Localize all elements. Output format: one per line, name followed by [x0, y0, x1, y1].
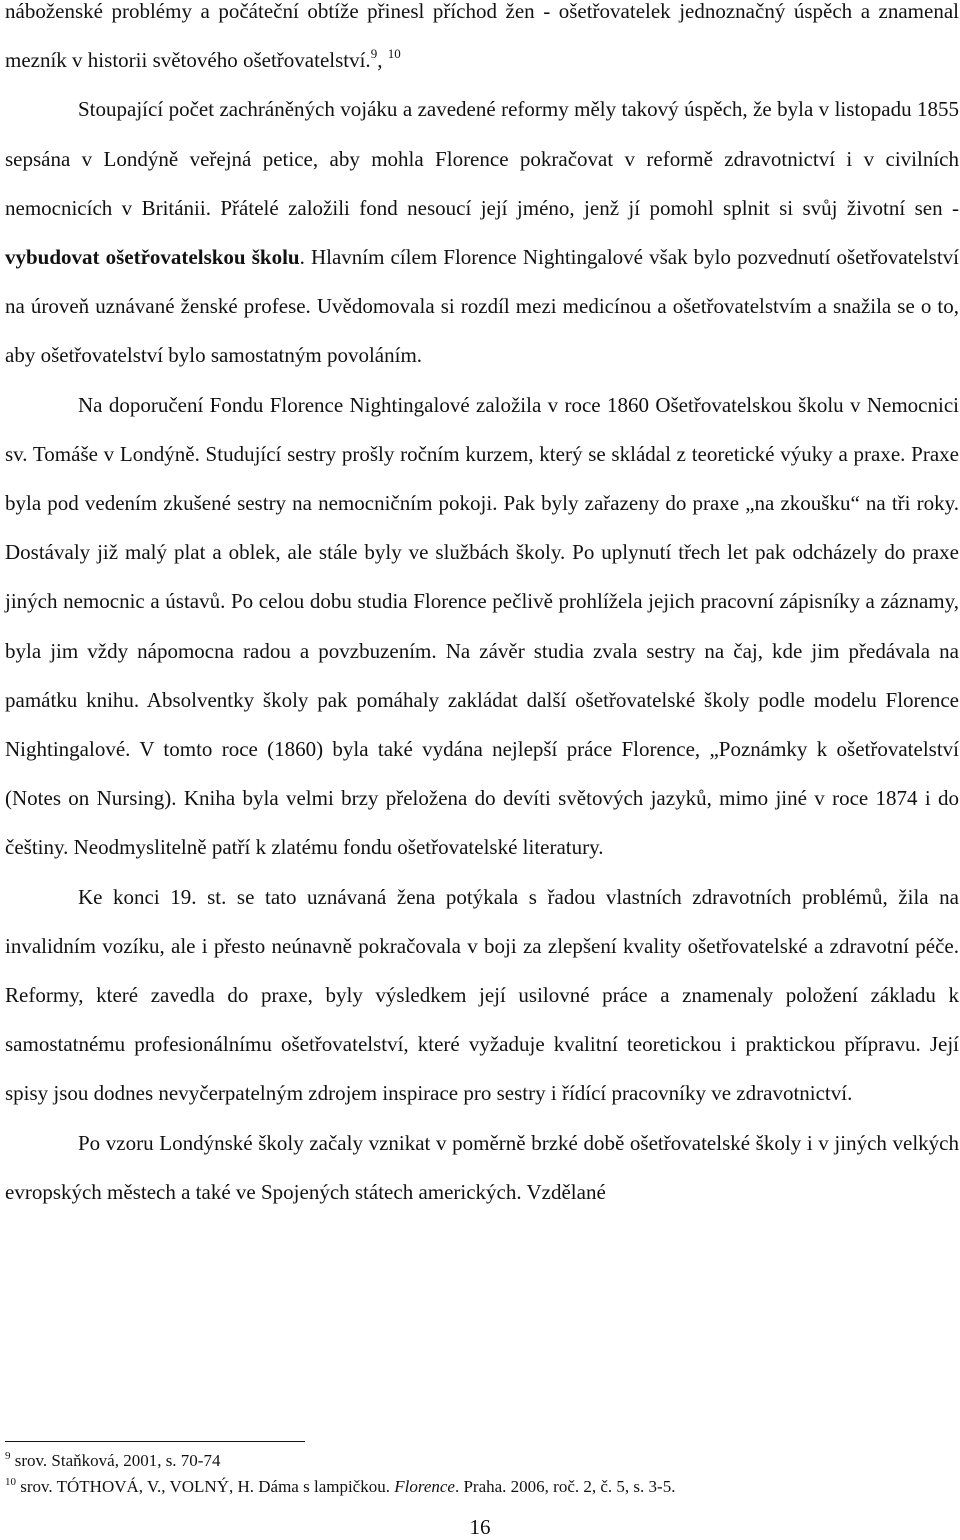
- text-run: Stoupající počet zachráněných vojáku a zavedené reformy měly takový úspěch, že byla v listopadu 1855 sepsána v Londýně veřejná petice, aby mohla Florence pokračovat v reformě zdravotnictví i v civilních nemocnicích v Británii. Přátelé založili fond nesoucí její jméno, jenž jí pomohl splnit si svůj životní sen -: [5, 97, 959, 220]
- footnote-reference: 10: [387, 46, 401, 62]
- body-text: [5, 0, 959, 1217]
- footnote-separator: [5, 1441, 305, 1442]
- footnote: [5, 1474, 955, 1500]
- text-run: srov. Staňková, 2001, s. 70-74: [10, 1451, 221, 1470]
- text-run: Ke konci 19. st. se tato uznávaná žena potýkala s řadou vlastních zdravotních problémů, žila na invalidním vozíku, ale i přesto neúnavně pokračovala v boji za zlepšení kvality ošetřovatelské a zdravotní péče. Reformy, které zavedla do praxe, byly výsledkem její usilovné práce a znamenaly položení základu k samostatnému profesionálnímu ošetřovatelství, které vyžaduje kvalitní teoretickou i praktickou přípravu. Její spisy jsou dodnes nevyčerpatelným zdrojem inspirace pro sestry i řídící pracovníky ve zdravotnictví.: [5, 884, 959, 1106]
- italic-text: Florence: [394, 1477, 455, 1496]
- paragraph: [5, 381, 959, 873]
- paragraph: [5, 1119, 959, 1217]
- text-run: Po vzoru Londýnské školy začaly vznikat v poměrně brzké době ošetřovatelské školy i v jiných velkých evropských městech a také ve Spojených státech amerických. Vzdělané: [5, 1130, 959, 1204]
- text-run: . Hlavním cílem Florence Nightingalové však bylo pozvednutí ošetřovatelství na úroveň uznávané ženské profese. Uvědomovala si rozdíl mezi medicínou a ošetřovatelstvím a snažila se o to, aby ošetřovatelství bylo samostatným povoláním.: [5, 245, 959, 368]
- paragraph: [5, 873, 959, 1119]
- footnotes: [5, 1448, 955, 1500]
- text-run: ,: [377, 48, 388, 73]
- footnote-number: 9: [5, 1450, 11, 1462]
- text-run: Na doporučení Fondu Florence Nightingalové založila v roce 1860 Ošetřovatelskou školu v Nemocnici sv. Tomáše v Londýně. Studující sestry prošly ročním kurzem, který se skládal z teoretické výuky a praxe. Praxe byla pod vedením zkušené sestry na nemocničním pokoji. Pak byly zařazeny do praxe „na zkoušku“ na tři roky. Dostávaly již malý plat a oblek, ale stále byly ve službách školy. Po uplynutí třech let pak odcházely do praxe jiných nemocnic a ústavů. Po celou dobu studia Florence pečlivě prohlížela jejich pracovní zápisníky a záznamy, byla jim vždy nápomocna radou a povzbuzením. Na závěr studia zvala sestry na čaj, kde jim předávala na památku knihu. Absolventky školy pak pomáhaly zakládat další ošetřovatelské školy podle modelu Florence Nightingalové. V tomto roce (1860) byla také vydána nejlepší práce Florence, „Poznámky k ošetřovatelství (Notes on Nursing). Kniha byla velmi brzy přeložena do devíti světových jazyků, mimo jiné v roce 1874 i do češtiny. Neodmyslitelně patří k zlatému fondu ošetřovatelské literatury.: [5, 392, 959, 860]
- footnote: [5, 1448, 955, 1474]
- text-run: náboženské problémy a počáteční obtíže přinesl příchod žen - ošetřovatelek jednoznačný úspěch a znamenal mezník v historii světového ošetřovatelství.: [5, 0, 959, 73]
- paragraph: [5, 85, 959, 380]
- text-run: . Praha. 2006, roč. 2, č. 5, s. 3-5.: [454, 1477, 676, 1496]
- text-run: srov. TÓTHOVÁ, V., VOLNÝ, H. Dáma s lampičkou.: [16, 1477, 395, 1496]
- footnote-number: 10: [5, 1476, 16, 1488]
- page-number: 16: [469, 1515, 491, 1539]
- emphasized-text: vybudovat ošetřovatelskou školu: [5, 245, 300, 270]
- paragraph: [5, 0, 959, 85]
- footnote-reference: 9: [370, 46, 378, 62]
